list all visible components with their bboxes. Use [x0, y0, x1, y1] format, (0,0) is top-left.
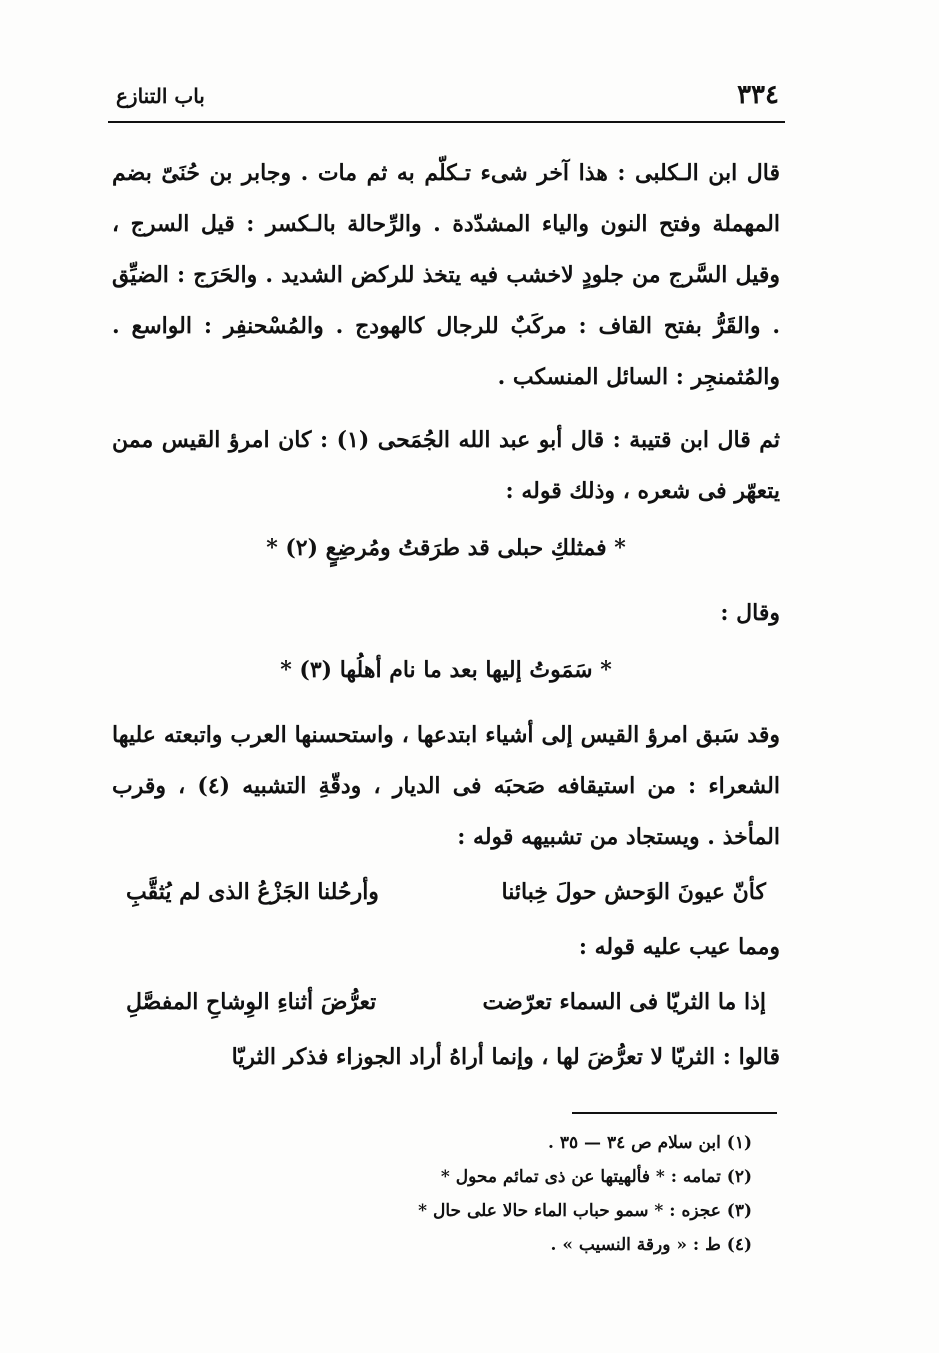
footnote-2: (٢) تمامه : * فألهيتها عن ذى تمائم محول * — [440, 1167, 752, 1187]
verse-couplet-1 — [112, 867, 780, 918]
main-text — [112, 148, 780, 1083]
paragraph-1: قال ابن الـكلبى : هذا آخر شىء تـكلّم به ثم مات . وجابر بن حُنَىّ بضم المهملة وفتح النون والياء المشدّدة . والرِّحالة بالـكسر : قيل السرج ، وقيل السَّرج من جلودٍ لاخشب فيه يتخذ للركض الشديد . والحَرَج : الضيِّق . والقَرُّ بفتح القاف : مركَبٌ للرجال كالهودج . والمُسْحنفِر : الواسع . والمُثمنجِر : السائل المنسكب . — [112, 160, 780, 390]
verse-line-1: * فمثلكِ حبلى قد طرَقتُ ومُرضِعٍ (٢) * — [266, 535, 626, 561]
page-number: ٣٣٤ — [737, 80, 779, 110]
verse-hemistich-second: تعرُّضَ أثناءِ الوِشاحِ المفصَّلِ — [126, 989, 377, 1015]
footnote-divider — [572, 1112, 777, 1114]
verse-line-2: * سَمَوتُ إليها بعد ما نام أهلُها (٣) * — [280, 657, 612, 683]
paragraph-3: وقال : — [720, 600, 780, 626]
verse-hemistich-second: وأرحُلنا الجَزْعُ الذى لم يُثقَّبِ — [126, 879, 379, 905]
header-divider — [108, 121, 785, 123]
footnote-1: (١) ابن سلام ص ٣٤ — ٣٥ . — [548, 1133, 752, 1153]
paragraph-6: قالوا : الثريّا لا تعرُّضَ لها ، وإنما أراهُ أراد الجوزاء فذكر الثريّا — [231, 1044, 780, 1070]
paragraph-5: ومما عيب عليه قوله : — [578, 934, 780, 960]
footnote-3: (٣) عجزه : * سمو حباب الماء حالا على حال * — [418, 1201, 752, 1221]
page-header — [108, 78, 785, 118]
verse-hemistich-first: إذا ما الثريّا فى السماء تعرّضت — [482, 989, 766, 1015]
chapter-title: باب التنازع — [116, 84, 205, 108]
footnotes — [380, 1126, 752, 1262]
verse-couplet-2 — [112, 977, 780, 1028]
verse-hemistich-first: كأنّ عيونَ الوَحش حولَ خِبائنا — [501, 879, 766, 905]
footnote-4: (٤) ط : « ورقة النسيب » . — [550, 1235, 752, 1255]
paragraph-4: وقد سَبق امرؤ القيس إلى أشياء ابتدعها ، واستحسنها العرب واتبعته عليها الشعراء : من استيقافه صَحبَه فى الديار ، ودقّةِ التشبيه (٤) ، وقرب المأخذ . ويستجاد من تشبيهه قوله : — [112, 722, 780, 850]
paragraph-2: ثم قال ابن قتيبة : قال أبو عبد الله الجُمَحى (١) : كان امرؤ القيس ممن يتعهّر فى شعره ، وذلك قوله : — [112, 427, 780, 504]
